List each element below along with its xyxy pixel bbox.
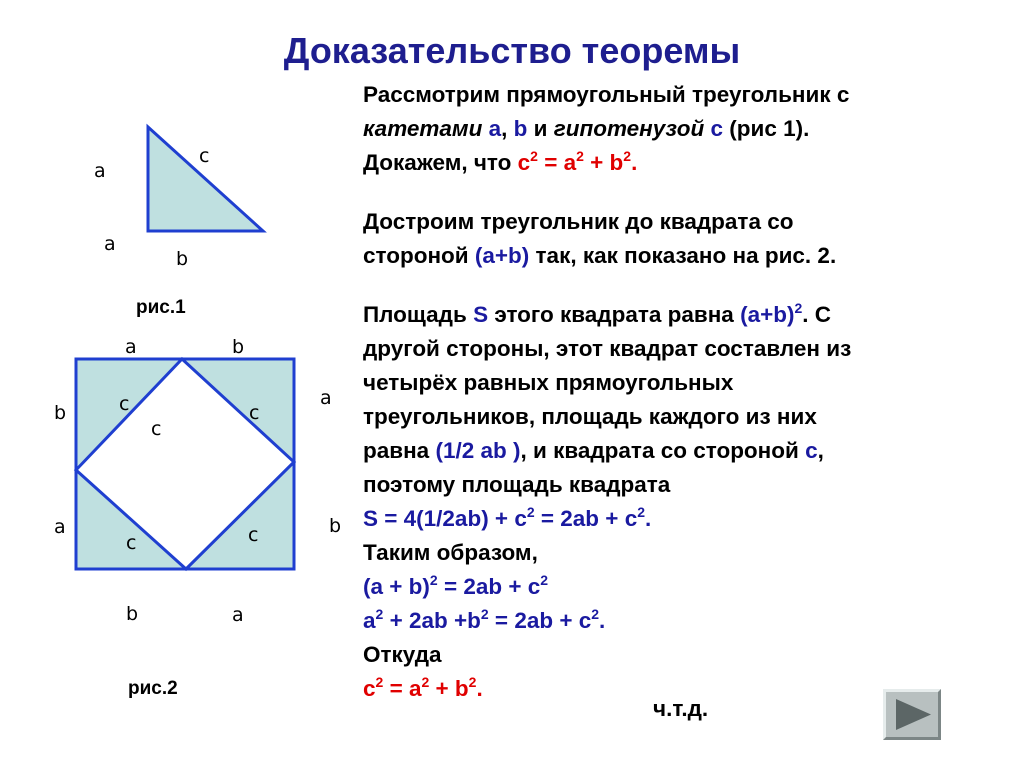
formula-part: + b [429, 676, 469, 701]
exponent: 2 [591, 606, 600, 622]
fig2-label-right-a: a [320, 387, 332, 409]
fig2-label-top-a: a [125, 336, 137, 358]
formula-goal [518, 150, 638, 175]
fig2-label-bottom-b: b [126, 603, 139, 625]
formula-part: c [517, 150, 531, 175]
proof-text-span: и [527, 116, 554, 141]
exponent: 2 [540, 572, 549, 588]
exponent: 2 [375, 674, 384, 690]
proof-line [363, 400, 1003, 434]
formula-part: (a + b) [363, 574, 430, 599]
proof-text-span: Рассмотрим прямоугольный треугольник с [363, 82, 850, 107]
proof-line [363, 146, 1003, 180]
var-a: a [488, 116, 502, 141]
proof-text-span: (рис 1). [723, 116, 810, 141]
proof-text-span: , [501, 116, 514, 141]
proof-text-span: , [817, 438, 824, 463]
proof-line [363, 434, 1003, 468]
formula-part: + b [583, 150, 624, 175]
proof-text-span: другой стороны, этот квадрат составлен из [363, 336, 852, 361]
proof-text-span: Откуда [363, 642, 442, 667]
proof-text-span: Докажем, что [363, 150, 518, 175]
formula-part: . [476, 676, 483, 701]
formula-part: c [363, 676, 376, 701]
fig2-label-c-inner: c [151, 418, 162, 440]
proof-text-span: Таким образом, [363, 540, 538, 565]
fig1-label-a-top: a [94, 160, 106, 182]
fig2-label-left-a: a [54, 516, 66, 538]
italic-term: катетами [363, 116, 483, 141]
proof-line [363, 239, 1003, 273]
formula-part: = a [537, 150, 577, 175]
formula-part: + 2ab +b [383, 608, 481, 633]
fig2-label-right-b: b [329, 515, 342, 537]
exponent: 2 [794, 300, 803, 316]
formula-part: . [631, 150, 638, 175]
var-c: c [704, 116, 723, 141]
var-b: b [513, 116, 528, 141]
formula-part: S = 4(1/2ab) + c [363, 506, 527, 531]
proof-text-span: этого квадрата равна [488, 302, 741, 327]
fig2-label-left-b: b [54, 402, 67, 424]
formula-part: = a [383, 676, 422, 701]
formula-part: (a+b) [740, 302, 795, 327]
exponent: 2 [375, 606, 384, 622]
figures-canvas [0, 0, 360, 768]
exponent: 2 [623, 148, 632, 164]
exponent: 2 [530, 148, 538, 164]
var-c: c [805, 438, 818, 463]
formula-part: . [645, 506, 652, 531]
formula-part [740, 302, 802, 327]
var-s: S [473, 302, 489, 327]
next-slide-button[interactable] [883, 689, 941, 740]
exponent: 2 [637, 504, 646, 520]
fig2-label-bottom-a: a [232, 604, 244, 626]
slide-title: Доказательство теоремы [283, 30, 741, 71]
proof-line [363, 536, 1003, 570]
fig2-label-c-top-left: c [119, 393, 130, 415]
fig1-triangle [148, 127, 263, 231]
proof-text-span: треугольников, площадь каждого из них [363, 404, 817, 429]
proof-line [363, 298, 1003, 332]
proof-line [363, 638, 1003, 672]
formula-square-expansion [363, 570, 1003, 604]
italic-term: гипотенузой [553, 116, 705, 141]
exponent: 2 [468, 674, 477, 690]
fig2-caption: рис.2 [128, 678, 178, 699]
fig1-label-a-side: a [104, 233, 116, 255]
proof-line [363, 332, 1003, 366]
formula-part: (1/2 ab ) [435, 438, 521, 463]
formula-area [363, 502, 1003, 536]
fig1-caption: рис.1 [136, 297, 186, 318]
fig1-label-c: c [199, 145, 210, 167]
proof-text-span: , и квадрата со стороной [520, 438, 806, 463]
proof-text-span: стороной [363, 243, 475, 268]
formula-part: = 2ab + c [534, 506, 638, 531]
proof-text [363, 78, 1003, 706]
exponent: 2 [576, 148, 584, 164]
fig2-label-c-top-right: c [249, 402, 260, 424]
fig2-label-top-b: b [232, 336, 245, 358]
formula-expanded [363, 604, 1003, 638]
fig1-label-b: b [176, 248, 189, 270]
formula-part: = 2ab + c [437, 574, 541, 599]
proof-text-span: равна [363, 438, 436, 463]
proof-text-span: . С [802, 302, 832, 327]
exponent: 2 [421, 674, 430, 690]
fig2-label-c-bottom-right: c [248, 524, 259, 546]
proof-text-span: Площадь [363, 302, 474, 327]
proof-text-span: Достроим треугольник до квадрата со [363, 209, 794, 234]
proof-line [363, 112, 1003, 146]
formula-part: . [599, 608, 606, 633]
qed-label: ч.т.д. [653, 696, 709, 721]
fig2-label-c-bottom-left: c [126, 532, 137, 554]
play-triangle-icon [886, 692, 938, 737]
formula-part: = 2ab + c [488, 608, 592, 633]
proof-text-span: поэтому площадь квадрата [363, 472, 671, 497]
proof-text-span: так, как показано на рис. 2. [529, 243, 837, 268]
formula-part: (a+b) [474, 243, 530, 268]
proof-line [363, 366, 1003, 400]
proof-text-span: четырёх равных прямоугольных [363, 370, 734, 395]
proof-line [363, 205, 1003, 239]
formula-part: a [363, 608, 376, 633]
exponent: 2 [429, 572, 438, 588]
proof-line [363, 468, 1003, 502]
exponent: 2 [526, 504, 535, 520]
exponent: 2 [480, 606, 489, 622]
proof-line [363, 78, 1003, 112]
